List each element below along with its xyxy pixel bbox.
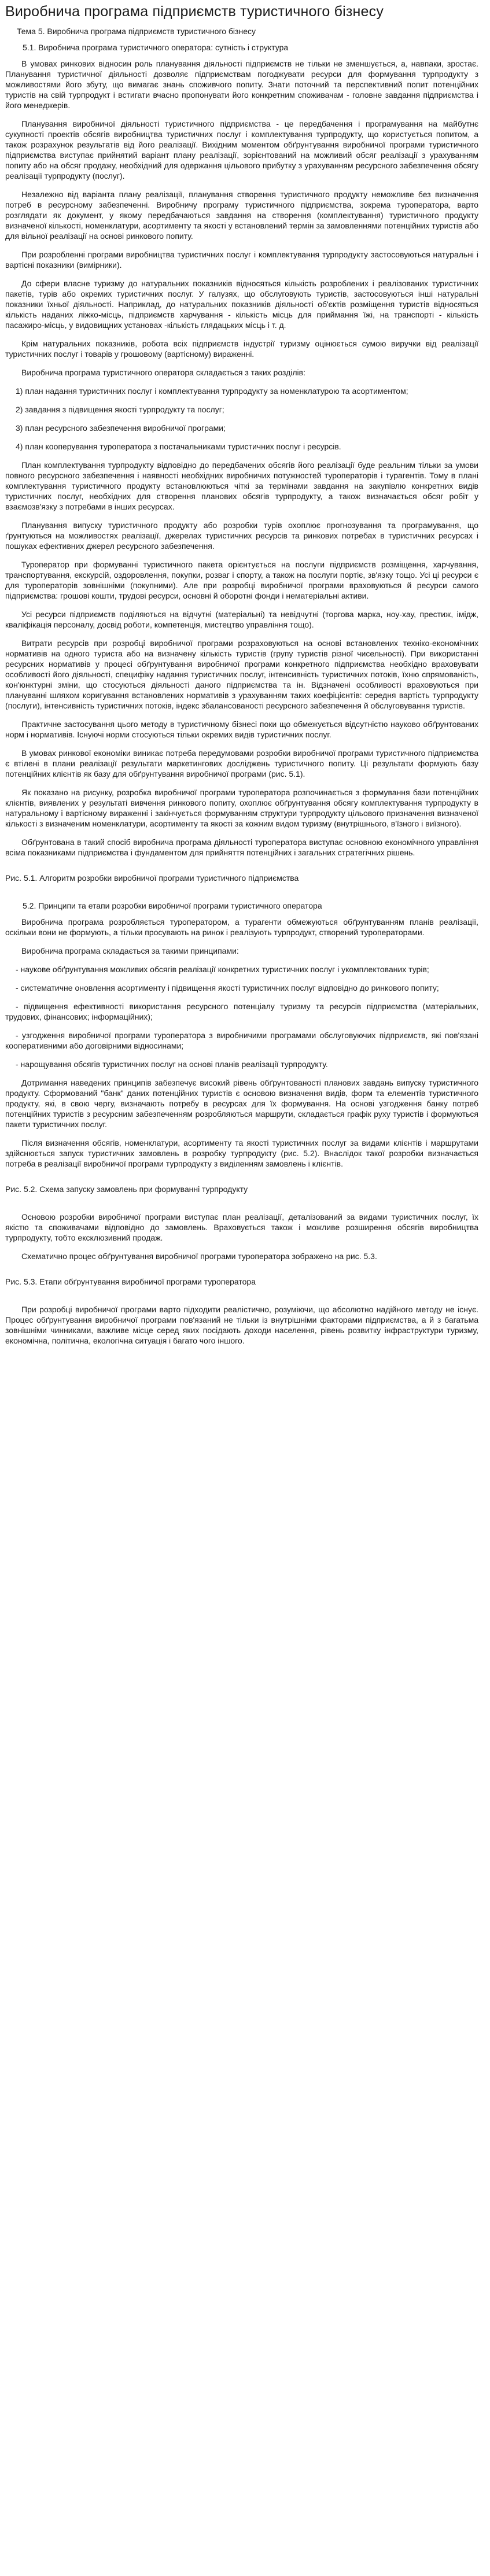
- list-item: 3) план ресурсного забезпечення виробничої програми;: [16, 423, 226, 433]
- paragraph: При розробленні програми виробництва туристичних послуг і комплектування турпродукту застосовуються натуральні і вартісні показники (вимірники).: [5, 250, 478, 270]
- section-heading-5-2: 5.2. Принципи та етапи розробки виробничої програми туристичного оператора: [23, 901, 322, 910]
- figure-caption: Рис. 5.1. Алгоритм розробки виробничої програми туристичного підприємства: [5, 873, 299, 883]
- list-item: - наукове обґрунтування можливих обсягів реалізації конкретних туристичних послуг і укомплектованих турів;: [16, 965, 429, 974]
- paragraph: План комплектування турпродукту відповідно до передбачених обсягів його реалізації буде реальним тільки за умови повного ресурсного забезпечення і наявності необхідних виробничих потужностей туроператорів і турагентів. Тому в плані комплектування туристичного продукту встановлюються чіткі за термінами завдання на закупівлю конкретних видів туристичних послуг, необхідних для створення планових обсягів турпродукту, а також визначається обсяг робіт у взаємозв'язку з потребами в інших ресурсах.: [5, 460, 478, 511]
- paragraph: Виробнича програма складається за такими принципами:: [21, 946, 239, 955]
- section-heading-5-1: 5.1. Виробнича програма туристичного оператора: сутність і структура: [23, 43, 289, 52]
- paragraph: Планування виробничої діяльності туристичного підприємства - це передбачення і програмування на майбутнє сукупності проектів обсягів виробництва туристичних послуг і комплектування турпродукту, що користується попитом, а також розрахунок результатів від його реалізації. Вихідним моментом обґрунтування виробничої програми туристичного підприємства виступає прийнятий варіант плану реалізації, зорієнтований на можливий обсяг реалізації з урахуванням попиту або на обсяг продажу, необхідний для одержання цільового прибутку з урахуванням ресурсного забезпечення обсягу реалізації турпродукту (послуг).: [5, 119, 478, 180]
- paragraph: Виробнича програма розробляється туроператором, а турагенти обмежуються обґрунтуванням планів реалізації, оскільки вони не формують, а тільки просувають на ринок і реалізують турпродукт, створений туроператорами.: [5, 917, 478, 937]
- list-item: - узгодження виробничої програми туроператора з виробничими програмами обслуговуючих підприємств, які пов'язані кооперативними або договірними відносинами;: [5, 1031, 478, 1050]
- figure-caption: Рис. 5.2. Схема запуску замовлень при формуванні турпродукту: [5, 1184, 248, 1194]
- paragraph: Виробнича програма туристичного оператора складається з таких розділів:: [21, 368, 305, 377]
- paragraph: Планування випуску туристичного продукту або розробки турів охоплює прогнозування та програмування, що ґрунтуються на можливостях реалізації, джерелах туристичних ресурсів та ринкових потребах в туристичних ресурсах і пошуках ефективних джерел ресурсного забезпечення.: [5, 521, 478, 551]
- list-item: - підвищення ефективності використання ресурсного потенціалу туризму та ресурсів підприємства (матеріальних, трудових, фінансових; інформаційних);: [5, 1002, 478, 1021]
- paragraph: Крім натуральних показників, робота всіх підприємств індустрії туризму оцінюється сумою виручки від реалізації туристичних послуг і товарів у грошовому (вартісному) вираженні.: [5, 339, 478, 359]
- list-item: 1) план надання туристичних послуг і комплектування турпродукту за номенклатурою та асортиментом;: [16, 386, 408, 396]
- paragraph: В умовах ринкової економіки виникає потреба передумовами розробки виробничої програми туристичного підприємства є втілені в плани реалізації результати маркетингових досліджень туристичного попиту. Ці результати формують базу потенційних клієнтів як базу для обґрунтування виробничої програми (рис. 5.1).: [5, 748, 478, 778]
- paragraph: Схематично процес обґрунтування виробничої програми туроператора зображено на рис. 5.3.: [21, 1252, 377, 1261]
- paragraph: Витрати ресурсів при розробці виробничої програми розраховуються на основі встановлених техніко-економічних нормативів на одного туриста або на визначену кількість туристів (групу туристів різної чисельності). При використанні ресурсних нормативів у процесі обґрунтування виробничої програми конкретного підприємства необхідно враховувати особливості його діяльності, специфіку надання туристичних послуг, інтенсивність туристичних потоків, їхню спрямованість, кон'юнктурні зміни, що стосуються діяльності даного підприємства та ін. Відзначені особливості враховуються при плануванні шляхом коригування встановлених нормативів з урахуванням таких коефіцієнтів: середня вартість турпродукту (послуги), інтенсивність туристичних потоків, індекс збалансованості ресурсного забезпечення й обслуговування туристів.: [5, 639, 478, 710]
- paragraph: В умовах ринкових відносин роль планування діяльності підприємств не тільки не зменшується, а, навпаки, зростає. Планування туристичної діяльності дозволяє підприємствам погоджувати ресурси для формування турпродукту з можливостями його збуту, що вимагає знань споживчого попиту. Знати поточний та перспективний попит потенційних туристів на свій турпродукт і встигати вчасно пропонувати його конкретним споживачам - головне завдання підприємства і його менеджерів.: [5, 59, 478, 110]
- paragraph: Після визначення обсягів, номенклатури, асортименту та якості туристичних послуг за видами клієнтів і маршрутами здійснюється запуск туристичних замовлень в розробку турпродукту (рис. 5.2). Внаслідок такої розробки визначається потреба в реалізації виробничої програми турпродукту з виділенням замовлень і клієнтів.: [5, 1138, 478, 1168]
- paragraph: При розробці виробничої програми варто підходити реалістично, розуміючи, що абсолютно надійного методу не існує. Процес обґрунтування виробничої програми пов'язаний не тільки із внутрішніми факторами підприємства, а й з багатьма зовнішніми чинниками, важливе місце серед яких посідають доходи населення, рівень розвитку інфраструктури туризму, економічна, політична, екологічна ситуація і багато чого іншого.: [5, 1305, 478, 1345]
- page-title: Виробнича програма підприємств туристичного бізнесу: [5, 3, 384, 20]
- paragraph: Обґрунтована в такий спосіб виробнича програма діяльності туроператора виступає основною економічного управління всіма показниками підприємства і фундаментом для прийняття потенційних і загальних стратегічних рішень.: [5, 837, 478, 857]
- list-item: - нарощування обсягів туристичних послуг на основі планів реалізації турпродукту.: [16, 1060, 328, 1069]
- list-item: 2) завдання з підвищення якості турпродукту та послуг;: [16, 405, 224, 414]
- paragraph: Основою розробки виробничої програми виступає план реалізації, деталізований за видами туристичних послуг, їх якістю та споживачами відповідно до замовлень. Враховується також і можливе розширення обсягів виробництва турпродукту, тобто ексклюзивний продаж.: [5, 1212, 478, 1242]
- paragraph: Туроператор при формуванні туристичного пакета орієнтується на послуги підприємств розміщення, харчування, транспортування, екскурсій, оздоровлення, покупки, розваг і спорту, а також на послуги портіє, зв'язку тощо. Усі ці ресурси є для туроператорів зовнішніми (покупними). Але при розробці виробничої програми враховуються й ресурси самого підприємства: грошові кошти, трудові ресурси, основні й оборотні фонди і нематеріальні активи.: [5, 560, 478, 600]
- paragraph: Дотримання наведених принципів забезпечує високий рівень обґрунтованості планових завдань випуску туристичного продукту. Сформований "банк" даних потенційних туристів є основою визначення видів, форм та елементів туристичного продукту, які, в свою чергу, визначають потребу в ресурсах для їх формування. На основі узгодження банку потреб потенційних туристів з ресурсним забезпеченням розробляються маршрути, складається графік руху туристів і формуються пакети туристичних послуг.: [5, 1078, 478, 1129]
- topic-heading: Тема 5. Виробнича програма підприємств туристичного бізнесу: [17, 27, 256, 36]
- paragraph: Як показано на рисунку, розробка виробничої програми туроператора розпочинається з формування бази потенційних клієнтів, виявлених у результаті вивчення ринкового попиту, охоплює обґрунтування обсягу комплектування турпродукту в натуральному і вартісному вираженні і закінчується формуванням структури турпродукту цільового призначення визначеної кількості з визначеним номенклатури, асортименту та якості за кожним видом туризму (внутрішнього, в'їзного і виїзного).: [5, 788, 478, 828]
- paragraph: Усі ресурси підприємств поділяються на відчутні (матеріальні) та невідчутні (торгова марка, ноу-хау, престиж, імідж, кваліфікація персоналу, досвід роботи, компетенція, мистецтво управління тощо).: [5, 610, 478, 629]
- paragraph: Практичне застосування цього методу в туристичному бізнесі поки що обмежується відсутністю науково обґрунтованих норм і нормативів. Існуючі норми стосуються тільки окремих видів туристичних послуг.: [5, 719, 478, 739]
- paragraph: Незалежно від варіанта плану реалізації, планування створення туристичного продукту неможливе без визначення потреб в ресурсному забезпеченні. Виробничу програму туристичного підприємства, зокрема туроператора, варто розглядати як документ, у якому передбачаються завдання на створення (комплектування) туристичного продукту визначеної кількості, номенклатури, асортименту та якості у встановлений термін за замовленнями потенційних туристів або для вільної реалізації на основі ринкового попиту.: [5, 190, 478, 241]
- list-item: - систематичне оновлення асортименту і підвищення якості туристичних послуг відповідно до ринкового попиту;: [16, 983, 439, 992]
- figure-caption: Рис. 5.3. Етапи обґрунтування виробничої програми туроператора: [5, 1277, 256, 1286]
- list-item: 4) план кооперування туроператора з постачальниками туристичних послуг і ресурсів.: [16, 442, 341, 451]
- paragraph: До сфери власне туризму до натуральних показників відносяться кількість розроблених і реалізованих туристичних пакетів, турів або окремих туристичних послуг. У галузях, що обслуговують туристів, застосовуються інші натуральні показники їхньої діяльності. Наприклад, до натуральних показників діяльності об'єктів розміщення туристів відносяться кількість наданих ліжко-місць, підприємств харчування - кількість місць для приймання їжі, на транспорті - кількість пасажиро-місць, у видовищних установах -кількість глядацьких місць і т. д.: [5, 279, 478, 330]
